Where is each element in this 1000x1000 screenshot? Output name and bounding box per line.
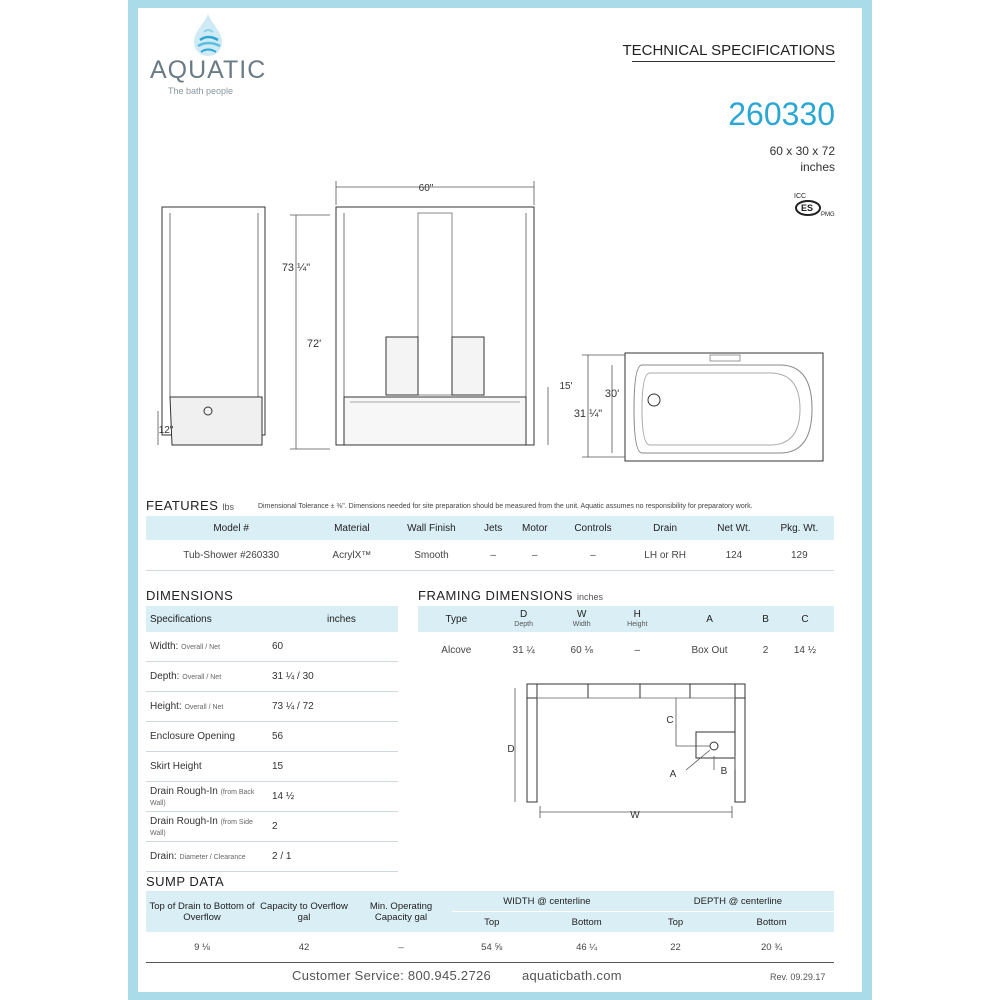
features-cell: AcrylX™ — [316, 540, 387, 571]
framing-header-sub: Depth — [514, 620, 533, 628]
dim-sub: Overall / Net — [184, 704, 224, 711]
dim-label: Drain Rough-In — [150, 815, 218, 827]
framing-diagram — [500, 678, 760, 828]
framing-title — [418, 588, 603, 603]
table-row — [146, 932, 834, 963]
footer-divider — [146, 962, 834, 963]
net-height-label: 72' — [306, 338, 322, 350]
sump-cell: 22 — [642, 932, 709, 963]
icc-es-pmg-mark-icon — [790, 190, 836, 220]
dim-label: Skirt Height — [150, 761, 202, 772]
framing-header: A — [706, 613, 713, 625]
sump-header-bottom: Bottom — [532, 912, 642, 933]
features-header: Material — [316, 516, 387, 540]
sump-cell: – — [350, 932, 452, 963]
framing-label-w: W — [630, 810, 640, 821]
framing-label-d: D — [507, 744, 515, 755]
svg-text:ICC: ICC — [794, 193, 807, 200]
features-cell: 124 — [703, 540, 765, 571]
sump-cell: 20 ¾ — [709, 932, 834, 963]
dim-label: Width: — [150, 641, 179, 652]
overall-height-label: 73 ¼" — [281, 262, 311, 274]
framing-header: D — [520, 608, 528, 620]
dim-label: Enclosure Opening — [150, 731, 236, 742]
features-table — [146, 516, 834, 571]
dimensions-header-unit: inches — [271, 606, 398, 632]
features-cell: Smooth — [387, 540, 475, 571]
dim-sub: (from Back Wall) — [150, 788, 255, 807]
dim-label: Height: — [150, 701, 182, 712]
sump-header-row — [146, 891, 834, 912]
framing-header-sub: Height — [627, 620, 648, 628]
brand-tagline: The bath people — [168, 86, 234, 96]
sump-header-depth: DEPTH @ centerline — [642, 891, 834, 912]
title-underline — [632, 61, 835, 62]
sump-cell: 9 ⅛ — [146, 932, 258, 963]
dim-value: 73 ¼ / 72 — [271, 692, 398, 722]
dim-sub: Diameter / Clearance — [179, 854, 246, 861]
water-drop-logo-icon — [190, 12, 226, 58]
features-cell: – — [559, 540, 627, 571]
dim-value: 2 / 1 — [271, 842, 398, 872]
table-row — [146, 662, 398, 692]
features-header: Controls — [559, 516, 627, 540]
sump-header-width: WIDTH @ centerline — [452, 891, 642, 912]
features-cell: Tub-Shower #260330 — [146, 540, 316, 571]
table-row — [146, 812, 398, 842]
width-dimension-label: 60" — [418, 183, 434, 194]
framing-header: W — [576, 608, 587, 620]
dim-value: 56 — [271, 722, 398, 752]
drain-height-label: 12" — [158, 425, 174, 436]
model-number: 260330 — [728, 96, 835, 132]
features-title-text: FEATURES — [146, 498, 219, 513]
dim-sub: Overall / Net — [182, 674, 222, 681]
framing-label-c: C — [666, 715, 674, 726]
features-header: Jets — [475, 516, 510, 540]
framing-cell: 14 ½ — [793, 644, 817, 656]
sump-header-bottom: Bottom — [709, 912, 834, 933]
features-header: Wall Finish — [387, 516, 475, 540]
framing-table — [418, 606, 834, 668]
framing-header-sub: Width — [572, 620, 591, 628]
features-header: Model # — [146, 516, 316, 540]
features-cell: LH or RH — [627, 540, 703, 571]
framing-label-a: A — [669, 769, 677, 780]
features-header-row — [146, 516, 834, 540]
table-row — [146, 752, 398, 782]
table-row — [146, 632, 398, 662]
table-row — [146, 692, 398, 722]
sump-header-drain: Top of Drain to Bottom of Overflow — [146, 891, 258, 932]
overall-depth-label: 31 ¼" — [573, 408, 603, 420]
revision-date: Rev. 09.29.17 — [770, 972, 826, 982]
dim-label: Drain Rough-In — [150, 785, 218, 797]
top-view-drawing — [550, 345, 840, 465]
framing-cell: Box Out — [691, 644, 728, 656]
features-header: Drain — [627, 516, 703, 540]
dimensions-table — [146, 606, 398, 872]
customer-service: Customer Service: 800.945.2726 — [292, 968, 492, 983]
dimensions-title: DIMENSIONS — [146, 588, 234, 603]
table-row — [146, 842, 398, 872]
framing-header: B — [762, 613, 769, 625]
sump-cell: 42 — [258, 932, 350, 963]
dim-value: 31 ¼ / 30 — [271, 662, 398, 692]
features-unit: lbs — [222, 502, 235, 512]
framing-unit: inches — [577, 592, 604, 602]
table-row — [146, 722, 398, 752]
features-title — [146, 498, 234, 513]
features-cell: 129 — [765, 540, 834, 571]
sump-cell: 54 ⅝ — [452, 932, 532, 963]
dim-sub: Overall / Net — [181, 644, 221, 651]
brand-name: AQUATIC — [150, 56, 267, 84]
dimensions-header-spec: Specifications — [146, 606, 271, 632]
features-cell: – — [475, 540, 510, 571]
features-header: Motor — [511, 516, 559, 540]
framing-header: Type — [445, 613, 468, 625]
sump-header-capacity: Capacity to Overflow gal — [258, 891, 350, 932]
table-row — [418, 632, 834, 668]
website-link[interactable]: aquaticbath.com — [522, 968, 622, 983]
dim-value: 15 — [271, 752, 398, 782]
framing-cell: Alcove — [441, 644, 472, 656]
dim-value: 14 ½ — [271, 782, 398, 812]
framing-cell: 31 ¼ — [512, 644, 535, 656]
framing-cell: – — [634, 644, 641, 656]
framing-header: H — [633, 608, 641, 620]
framing-cell: 2 — [762, 644, 769, 656]
dimensions-header-row — [146, 606, 398, 632]
sump-header-top: Top — [642, 912, 709, 933]
table-row — [146, 782, 398, 812]
sump-header-min: Min. Operating Capacity gal — [350, 891, 452, 932]
features-cell: – — [511, 540, 559, 571]
svg-text:PMG: PMG — [821, 212, 835, 218]
framing-cell: 60 ⅛ — [570, 644, 593, 656]
sump-cell: 46 ¼ — [532, 932, 642, 963]
dim-sub: (from Side Wall) — [150, 818, 253, 837]
framing-header-row — [418, 606, 834, 632]
product-size — [770, 143, 835, 175]
features-header: Net Wt. — [703, 516, 765, 540]
features-header: Pkg. Wt. — [765, 516, 834, 540]
dim-value: 60 — [271, 632, 398, 662]
tolerance-note: Dimensional Tolerance ± ⅜". Dimensions needed for site preparation should be measured from the unit. Aquatic assumes no responsibility for preparatory work. — [258, 503, 753, 510]
sump-table — [146, 891, 834, 963]
framing-title-text: FRAMING DIMENSIONS — [418, 588, 573, 603]
dim-label: Depth: — [150, 671, 180, 682]
dim-label: Drain: — [150, 851, 177, 862]
sump-header-top: Top — [452, 912, 532, 933]
net-depth-label: 30' — [604, 388, 620, 400]
page-title: TECHNICAL SPECIFICATIONS — [622, 42, 835, 59]
sump-title: SUMP DATA — [146, 874, 225, 889]
svg-text:ES: ES — [801, 203, 814, 213]
size-unit: inches — [800, 160, 835, 174]
dim-value: 2 — [271, 812, 398, 842]
framing-header: C — [801, 613, 809, 625]
framing-label-b: B — [720, 766, 728, 777]
skirt-height-label: 15' — [559, 381, 573, 392]
table-row — [146, 540, 834, 571]
size-value: 60 x 30 x 72 — [769, 144, 835, 158]
